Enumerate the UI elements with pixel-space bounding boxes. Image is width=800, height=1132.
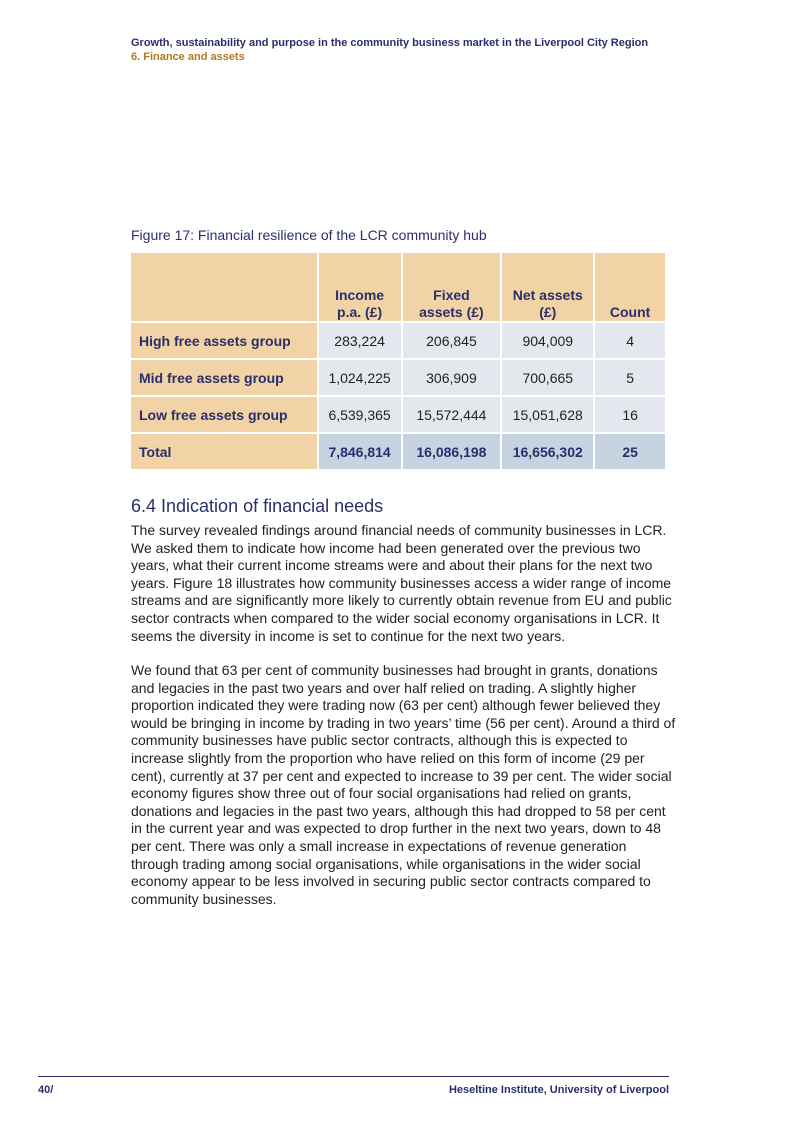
count-total-cell: 25 (595, 434, 665, 469)
table-row (131, 360, 665, 395)
table-row (131, 397, 665, 432)
body-paragraph: We found that 63 per cent of community businesses had brought in grants, donations and legacies in the past two years and over half relied on trading. A slightly higher proportion indicated they were trading now (63 per cent) although fewer believed they would be bringing in income by trading in two years’ time (56 per cent). Around a third of community businesses have public sector contracts, although this is expected to increase slightly from the proportion who have relied on this form of income (29 per cent), currently at 37 per cent and expected to increase to 39 per cent. The wider social economy figures show three out of four social organisations had relied on grants, donations and legacies in the past two years, although this had dropped to 58 per cent in the current year and was expected to drop further in the next two years, down to 48 per cent. There was only a small increase in expectations of revenue generation through trading among social organisations, while organisations in the wider social economy appear to be less involved in securing public sector contracts compared to community businesses. (131, 662, 676, 907)
row-label: High free assets group (131, 323, 317, 358)
figure-caption: Figure 17: Financial resilience of the LCR community hub (131, 227, 487, 243)
fixed-assets-cell: 15,572,444 (403, 397, 501, 432)
column-header-count: Count (595, 253, 665, 321)
column-header-income: Income p.a. (£) (319, 253, 401, 321)
net-assets-cell: 904,009 (502, 323, 593, 358)
income-cell: 6,539,365 (319, 397, 401, 432)
footer-divider (38, 1076, 669, 1077)
column-header-fixed-assets: Fixed assets (£) (403, 253, 501, 321)
net-assets-cell: 700,665 (502, 360, 593, 395)
column-header-blank (131, 253, 317, 321)
income-cell: 283,224 (319, 323, 401, 358)
row-label: Low free assets group (131, 397, 317, 432)
count-cell: 5 (595, 360, 665, 395)
table-total-row (131, 434, 665, 469)
section-heading: 6.4 Indication of financial needs (131, 496, 384, 516)
table-header-row (131, 253, 665, 321)
income-cell: 1,024,225 (319, 360, 401, 395)
running-header-title: Growth, sustainability and purpose in the community business market in the Liverpool City Region (131, 37, 649, 49)
page-number: 40/ (38, 1084, 54, 1096)
net-assets-cell: 15,051,628 (502, 397, 593, 432)
footer-institution: Heseltine Institute, University of Liverpool (448, 1084, 669, 1096)
running-header-section: 6. Finance and assets (131, 51, 245, 63)
body-paragraph: The survey revealed findings around financial needs of community businesses in LCR. We asked them to indicate how income had been generated over the previous two years, what their current income streams were and about their plans for the next two years. Figure 18 illustrates how community businesses access a wider range of income streams and are significantly more likely to currently obtain revenue from EU and public sector contracts when compared to the wider social economy organisations in LCR. It seems the diversity in income is set to continue for the next two years. (131, 522, 672, 644)
row-label: Mid free assets group (131, 360, 317, 395)
count-cell: 4 (595, 323, 665, 358)
table-row (131, 323, 665, 358)
income-total-cell: 7,846,814 (319, 434, 401, 469)
count-cell: 16 (595, 397, 665, 432)
column-header-net-assets: Net assets (£) (502, 253, 593, 321)
fixed-assets-cell: 306,909 (403, 360, 501, 395)
financial-resilience-table (129, 251, 667, 471)
fixed-assets-total-cell: 16,086,198 (403, 434, 501, 469)
fixed-assets-cell: 206,845 (403, 323, 501, 358)
row-label-total: Total (131, 434, 317, 469)
net-assets-total-cell: 16,656,302 (502, 434, 593, 469)
